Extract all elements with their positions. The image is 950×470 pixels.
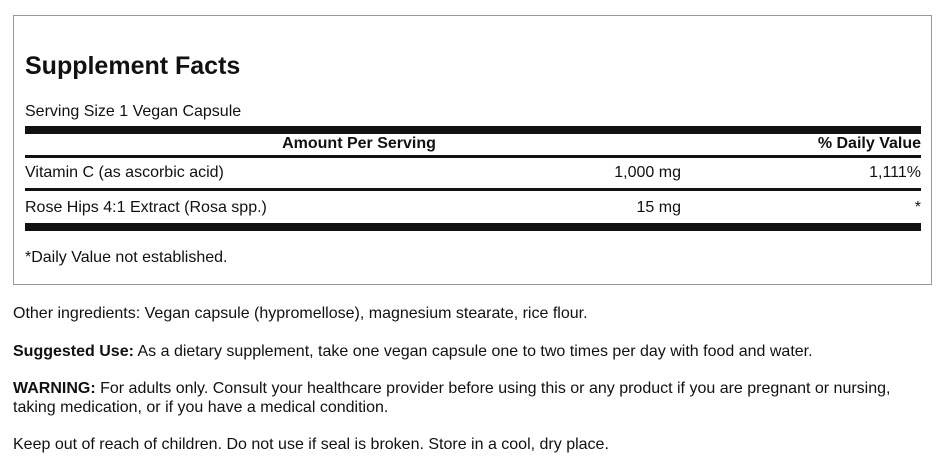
warning-label: WARNING: (13, 380, 96, 397)
daily-value-footnote: *Daily Value not established. (25, 249, 228, 266)
other-ingredients: Other ingredients: Vegan capsule (hypromellose), magnesium stearate, rice flour. (13, 305, 588, 322)
divider-row (25, 188, 921, 191)
warning-text: For adults only. Consult your healthcare provider before using this or any product if you are pregnant or nursing, taking medication, or if you have a medical condition. (13, 380, 891, 416)
serving-size: Serving Size 1 Vegan Capsule (25, 103, 242, 120)
warning (13, 379, 913, 417)
suggested-use (13, 342, 913, 361)
divider-header (25, 155, 921, 158)
nutrient-daily-value: * (914, 199, 921, 216)
facts-title: Supplement Facts (25, 52, 241, 80)
divider-thick-bottom (25, 223, 921, 231)
nutrient-name: Vitamin C (as ascorbic acid) (25, 164, 224, 181)
suggested-use-text: As a dietary supplement, take one vegan capsule one to two times per day with food and water. (133, 343, 813, 360)
header-daily-value: % Daily Value (817, 135, 921, 152)
divider-thick-top (25, 126, 921, 134)
suggested-use-label: Suggested Use: (13, 343, 134, 360)
nutrient-amount: 1,000 mg (614, 164, 681, 181)
storage-instructions: Keep out of reach of children. Do not use if seal is broken. Store in a cool, dry place. (13, 436, 609, 453)
nutrient-daily-value: 1,111% (869, 164, 921, 181)
supplement-facts-panel (13, 15, 932, 285)
nutrient-name: Rose Hips 4:1 Extract (Rosa spp.) (25, 199, 267, 216)
header-amount-per-serving: Amount Per Serving (282, 135, 436, 152)
nutrient-amount: 15 mg (636, 199, 681, 216)
